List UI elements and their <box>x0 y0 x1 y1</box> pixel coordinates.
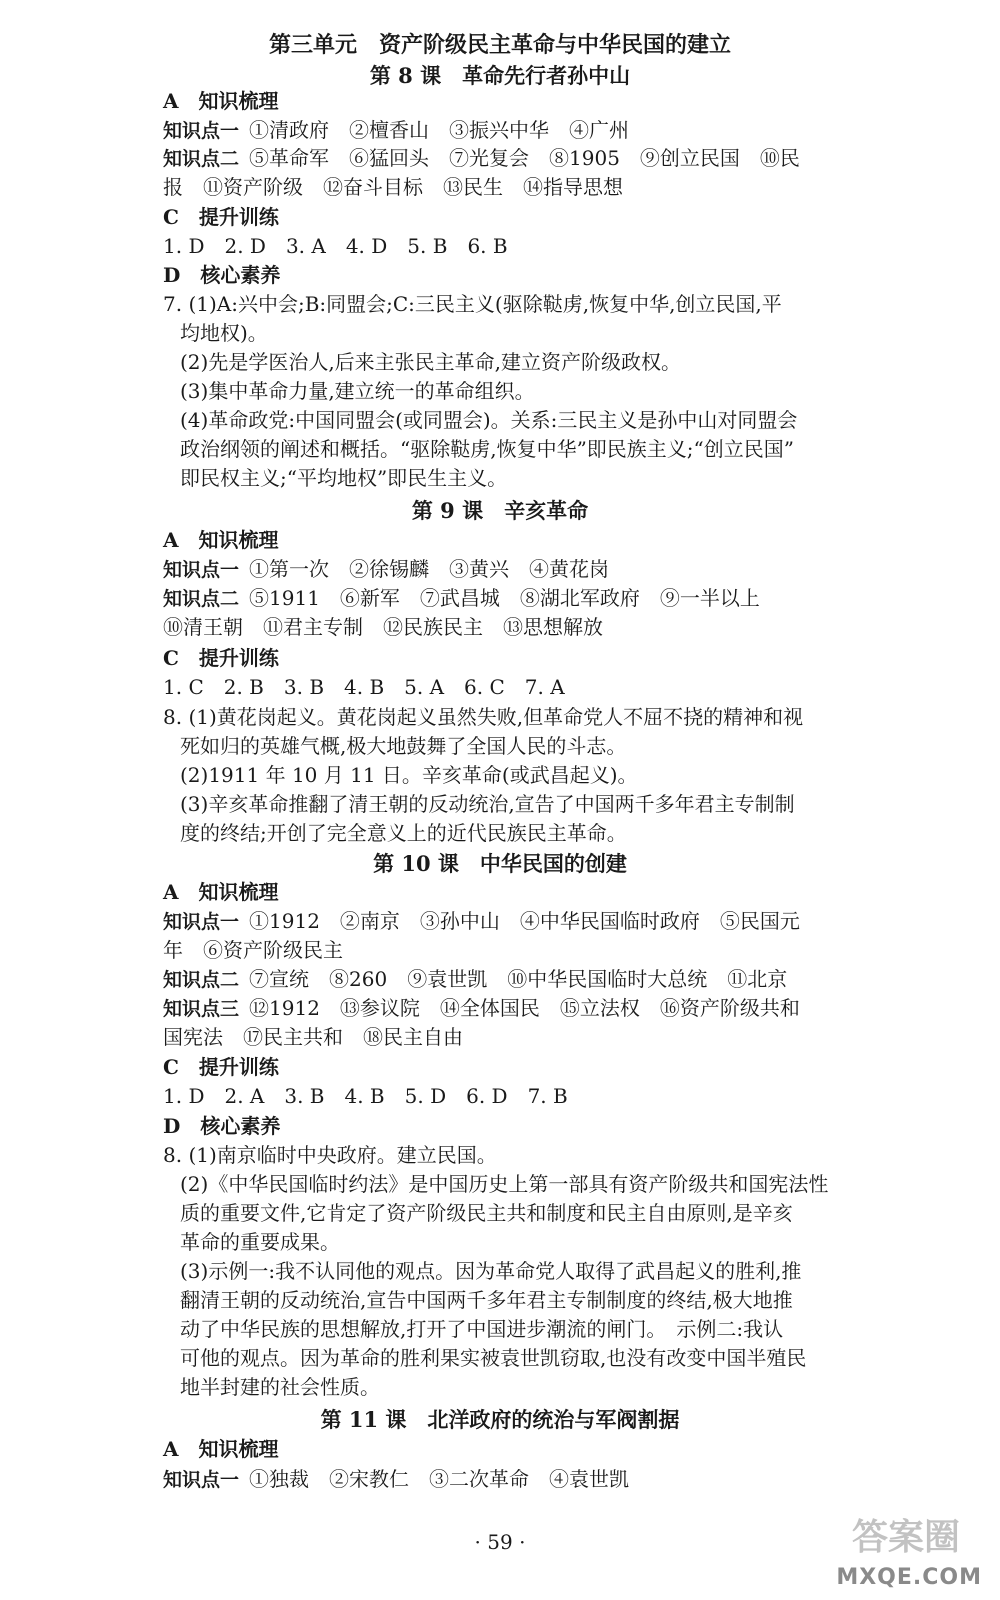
q8-part2: (2)《中华民国临时约法》是中国历史上第一部具有资产阶级共和国宪法性 <box>180 1172 829 1196</box>
knowledge-point-1: 知识点一 ①1912 ②南京 ③孙中山 ④中华民国临时政府 ⑤民国元 <box>163 909 800 933</box>
knowledge-point-2-cont: ⑩清王朝 ⑪君主专制 ⑫民族民主 ⑬思想解放 <box>163 615 603 639</box>
unit-title: 第三单元 资产阶级民主革命与中华民国的建立 <box>268 32 731 58</box>
section-c-heading: C 提升训练 <box>163 205 279 229</box>
q8-part3-cont: 度的终结;开创了完全意义上的近代民族民主革命。 <box>180 821 627 845</box>
section-a-heading: A 知识梳理 <box>163 1437 279 1461</box>
q8-part2-cont: 质的重要文件,它肯定了资产阶级民主共和制度和民主自由原则,是辛亥 <box>180 1201 793 1225</box>
section-c-heading: C 提升训练 <box>163 646 279 670</box>
q8-part3-cont: 翻清王朝的反动统治,宣告中国两千多年君主专制制度的终结,极大地推 <box>180 1288 793 1312</box>
watermark-logo: 答案圈 <box>851 1517 960 1558</box>
lesson-11-title: 第 11 课 北洋政府的统治与军阀割据 <box>320 1407 680 1432</box>
q8-part3-cont4: 地半封建的社会性质。 <box>180 1375 380 1399</box>
knowledge-point-1: 知识点一 ①独裁 ②宋教仁 ③二次革命 ④袁世凯 <box>163 1467 630 1491</box>
page-number: · 59 · <box>474 1530 526 1554</box>
q8-part3: (3)辛亥革命推翻了清王朝的反动统治,宣告了中国两千多年君主专制制 <box>180 792 795 816</box>
q8-part3-cont2: 动了中华民族的思想解放,打开了中国进步潮流的闸门。 示例二:我认 <box>180 1317 784 1341</box>
q7-part3: (3)集中革命力量,建立统一的革命组织。 <box>180 379 535 403</box>
section-d-heading: D 核心素养 <box>163 263 281 287</box>
section-a-heading: A 知识梳理 <box>163 89 279 113</box>
q7-part4-cont2: 即民权主义;“平均地权”即民生主义。 <box>180 466 508 490</box>
watermark-text: MXQE.COM <box>836 1565 982 1590</box>
q7-part2: (2)先是学医治人,后来主张民主革命,建立资产阶级政权。 <box>180 350 682 374</box>
knowledge-point-3-cont: 国宪法 ⑰民主共和 ⑱民主自由 <box>163 1025 463 1049</box>
section-d-heading: D 核心素养 <box>163 1114 281 1138</box>
knowledge-point-1: 知识点一 ①清政府 ②檀香山 ③振兴中华 ④广州 <box>163 118 630 142</box>
knowledge-point-2: 知识点二 ⑤革命军 ⑥猛回头 ⑦光复会 ⑧1905 ⑨创立民国 ⑩民 <box>163 146 800 170</box>
q8-part2-cont2: 革命的重要成果。 <box>180 1230 340 1254</box>
q7-part4-cont: 政治纲领的阐述和概括。“驱除鞑虏,恢复中华”即民族主义;“创立民国” <box>180 437 794 461</box>
lesson-10-title: 第 10 课 中华民国的创建 <box>373 851 627 876</box>
lesson-9-title: 第 9 课 辛亥革命 <box>411 498 589 523</box>
q7-part1: 7. (1)A:兴中会;B:同盟会;C:三民主义(驱除鞑虏,恢复中华,创立民国,平 <box>163 292 782 316</box>
answers-c: 1. D 2. A 3. B 4. B 5. D 6. D 7. B <box>163 1084 568 1108</box>
answers-c: 1. C 2. B 3. B 4. B 5. A 6. C 7. A <box>163 675 565 699</box>
knowledge-point-3: 知识点三 ⑫1912 ⑬参议院 ⑭全体国民 ⑮立法权 ⑯资产阶级共和 <box>163 996 800 1020</box>
section-a-heading: A 知识梳理 <box>163 528 279 552</box>
q8-part3: (3)示例一:我不认同他的观点。因为革命党人取得了武昌起义的胜利,推 <box>180 1259 802 1283</box>
knowledge-point-2: 知识点二 ⑦宣统 ⑧260 ⑨袁世凯 ⑩中华民国临时大总统 ⑪北京 <box>163 967 788 991</box>
knowledge-point-1: 知识点一 ①第一次 ②徐锡麟 ③黄兴 ④黄花岗 <box>163 557 610 581</box>
q7-part4: (4)革命政党:中国同盟会(或同盟会)。关系:三民主义是孙中山对同盟会 <box>180 408 798 432</box>
knowledge-point-2: 知识点二 ⑤1911 ⑥新军 ⑦武昌城 ⑧湖北军政府 ⑨一半以上 <box>163 586 760 610</box>
knowledge-point-2-cont: 报 ⑪资产阶级 ⑫奋斗目标 ⑬民生 ⑭指导思想 <box>163 175 623 199</box>
q8-part1: 8. (1)黄花岗起义。黄花岗起义虽然失败,但革命党人不屈不挠的精神和视 <box>163 705 804 729</box>
q8-part3-cont3: 可他的观点。因为革命的胜利果实被袁世凯窃取,也没有改变中国半殖民 <box>180 1346 807 1370</box>
section-c-heading: C 提升训练 <box>163 1055 279 1079</box>
q8-part1: 8. (1)南京临时中央政府。建立民国。 <box>163 1143 497 1167</box>
answers-c: 1. D 2. D 3. A 4. D 5. B 6. B <box>163 234 508 258</box>
knowledge-point-1-cont: 年 ⑥资产阶级民主 <box>163 938 343 962</box>
section-a-heading: A 知识梳理 <box>163 880 279 904</box>
q7-part1-cont: 均地权)。 <box>180 321 268 345</box>
q8-part1-cont: 死如归的英雄气概,极大地鼓舞了全国人民的斗志。 <box>180 734 627 758</box>
q8-part2: (2)1911 年 10 月 11 日。辛亥革命(或武昌起义)。 <box>180 763 638 787</box>
lesson-8-title: 第 8 课 革命先行者孙中山 <box>369 63 631 88</box>
